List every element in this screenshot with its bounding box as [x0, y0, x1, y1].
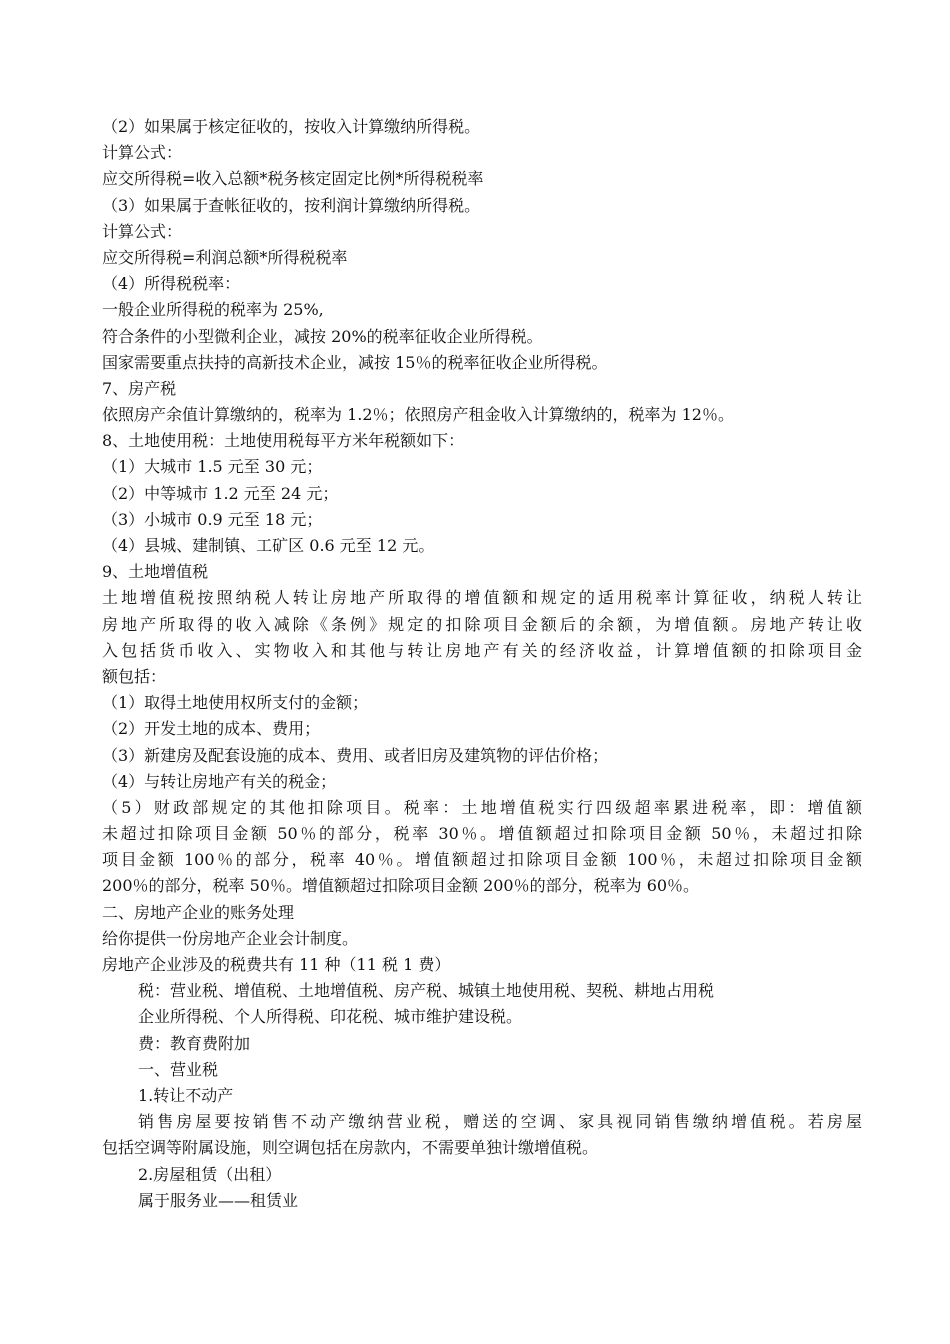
text-line-5: 计算公式：: [102, 221, 183, 241]
document-page: [102, 114, 862, 1214]
text-line-2: 计算公式：: [102, 143, 183, 163]
section-heading-accounting: 二、房地产企业的账务处理: [102, 902, 295, 922]
text-line-29: 项目金额 100％的部分，税率 40％。增值额超过扣除项目金额 100％，未超过扣除项目金额: [102, 850, 862, 870]
text-line-3: 应交所得税=收入总额*税务核定固定比例*所得税税率: [102, 169, 484, 189]
text-line-15: （2）中等城市 1.2 元至 24 元；: [102, 483, 339, 503]
text-line-27: （5）财政部规定的其他扣除项目。税率：土地增值税实行四级超率累进税率，即：增值额: [102, 797, 862, 817]
text-line-16: （3）小城市 0.9 元至 18 元；: [102, 509, 323, 529]
text-line-4: （3）如果属于查帐征收的，按利润计算缴纳所得税。: [102, 195, 481, 215]
text-line-34: 税：营业税、增值税、土地增值税、房产税、城镇土地使用税、契税、耕地占用税: [138, 981, 715, 1001]
text-line-35: 企业所得税、个人所得税、印花税、城市维护建设税。: [138, 1007, 523, 1027]
text-line-28: 未超过扣除项目金额 50％的部分，税率 30％。增值额超过扣除项目金额 50％，未超过扣除: [102, 824, 862, 844]
text-line-32: 给你提供一份房地产企业会计制度。: [102, 928, 359, 948]
text-line-9: 符合条件的小型微利企业，减按 20%的税率征收企业所得税。: [102, 326, 543, 346]
text-line-14: （1）大城市 1.5 元至 30 元；: [102, 457, 323, 477]
text-line-25: （3）新建房及配套设施的成本、费用、或者旧房及建筑物的评估价格；: [102, 745, 609, 765]
text-line-40: 包括空调等附属设施，则空调包括在房款内，不需要单独计缴增值税。: [102, 1138, 599, 1158]
text-line-19: 土地增值税按照纳税人转让房地产所取得的增值额和规定的适用税率计算征收，纳税人转让: [102, 588, 862, 608]
text-line-20: 房地产所取得的收入减除《条例》规定的扣除项目金额后的余额，为增值额。房地产转让收: [102, 614, 862, 634]
text-line-33: 房地产企业涉及的税费共有 11 种（11 税 1 费）: [102, 955, 451, 974]
section-heading-house-tax: 7、房产税: [102, 378, 177, 398]
text-line-39: 销售房屋要按销售不动产缴纳营业税，赠送的空调、家具视同销售缴纳增值税。若房屋: [138, 1112, 862, 1132]
text-line-17: （4）县城、建制镇、工矿区 0.6 元至 12 元。: [102, 536, 435, 555]
text-line-21: 入包括货币收入、实物收入和其他与转让房地产有关的经济收益，计算增值额的扣除项目金: [102, 640, 862, 660]
text-line-23: （1）取得土地使用权所支付的金额；: [102, 693, 369, 713]
text-line-42: 属于服务业——租赁业: [138, 1190, 299, 1210]
text-line-7: （4）所得税税率：: [102, 274, 241, 294]
text-line-12: 依照房产余值计算缴纳的，税率为 1.2％；依照房产租金收入计算缴纳的，税率为 12％。: [102, 405, 734, 425]
text-line-22: 额包括：: [102, 666, 167, 686]
text-line-6: 应交所得税=利润总额*所得税税率: [102, 247, 348, 267]
section-heading-business-tax: 一、营业税: [138, 1059, 219, 1079]
text-line-30: 200％的部分，税率 50％。增值额超过扣除项目金额 200％的部分，税率为 60％。: [102, 876, 700, 896]
text-line-26: （4）与转让房地产有关的税金；: [102, 771, 337, 791]
text-line-24: （2）开发土地的成本、费用；: [102, 719, 321, 739]
section-heading-land-vat: 9、土地增值税: [102, 562, 209, 582]
text-line-10: 国家需要重点扶持的高新技术企业，减按 15％的税率征收企业所得税。: [102, 352, 608, 372]
subheading-transfer-real-estate: 1.转让不动产: [138, 1085, 234, 1105]
text-line-36: 费：教育费附加: [138, 1033, 251, 1053]
section-heading-land-use-tax: 8、土地使用税：土地使用税每平方米年税额如下：: [102, 431, 465, 451]
subheading-house-lease: 2.房屋租赁（出租）: [138, 1164, 282, 1184]
text-line-1: （2）如果属于核定征收的，按收入计算缴纳所得税。: [102, 117, 481, 136]
text-line-8: 一般企业所得税的税率为 25%,: [102, 300, 324, 320]
